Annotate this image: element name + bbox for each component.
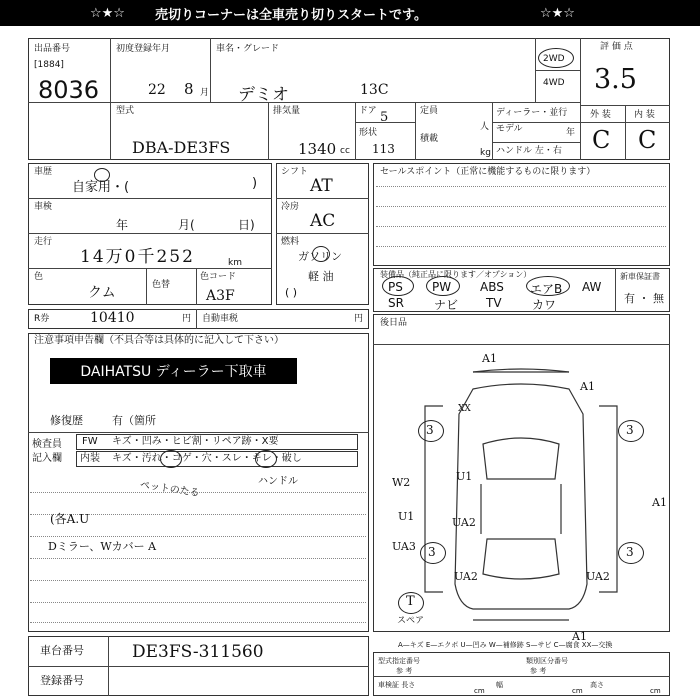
equip-abs: ABS — [480, 280, 504, 294]
dealer-note: DAIHATSU ディーラー下取車 — [50, 358, 297, 384]
mark-a1-rear: A1 — [572, 630, 587, 643]
tax-label: 自動車税 — [202, 314, 239, 324]
mark-a1-front-right: A1 — [580, 380, 595, 393]
score-label: 評 価 点 — [600, 42, 633, 52]
mark-ua3: UA3 — [392, 540, 416, 553]
model-name-label: 車名・グレード — [216, 44, 280, 54]
handle-label: ハンドル 左・右 — [496, 146, 562, 156]
capacity-label: 定員 — [420, 106, 439, 116]
inspection-label: 車検 — [34, 202, 53, 212]
lot-label: 出品番号 — [34, 44, 71, 54]
equip-pw: PW — [432, 280, 452, 294]
mark-ua2-rear-right: UA2 — [586, 570, 610, 583]
length-label: 車検証 長さ — [378, 681, 416, 689]
rear-window — [483, 539, 559, 579]
fuel-check-mark — [312, 246, 330, 262]
chassis-value: DE3FS-311560 — [132, 642, 264, 662]
displacement-label: 排気量 — [273, 106, 301, 116]
equip-ps-circle — [382, 276, 414, 296]
banner-stars-right: ☆★☆ — [540, 5, 575, 21]
equip-sr: SR — [388, 296, 404, 310]
info-block — [28, 163, 272, 305]
equip-aw: AW — [582, 280, 602, 294]
mark-u1-a: U1 — [456, 470, 473, 483]
mark-a1-front: A1 — [482, 352, 497, 365]
repaint-label: 色替 — [152, 280, 171, 290]
shape: 113 — [372, 142, 395, 156]
ac-value: AC — [310, 211, 336, 231]
type-label: 型式 — [116, 106, 135, 116]
history-value: 自家用・( — [72, 180, 130, 195]
color-code: A3F — [206, 288, 235, 304]
notes-label: 注意事項申告欄（不具合等は具体的に記入して下さい） — [34, 335, 284, 346]
history-close: ) — [252, 176, 258, 191]
drive-2wd: 2WD — [543, 54, 565, 64]
equip-tv: TV — [486, 296, 502, 310]
interior-label: 内 装 — [634, 110, 655, 120]
equip-ps: PS — [388, 280, 403, 294]
model-name: デミオ — [238, 85, 289, 105]
spare-label: スペア — [397, 616, 425, 626]
mark-xx: XX — [458, 404, 471, 414]
doors-label: ドア — [359, 106, 377, 116]
equip-airbag-circle — [526, 276, 570, 296]
equip-airbag: エアB — [530, 282, 563, 296]
hand-note-3: (各A.U — [50, 512, 90, 526]
recycle-block — [28, 309, 369, 329]
new-warranty-label: 新車保証書 — [620, 272, 660, 281]
tire-rl: 3 — [428, 545, 436, 559]
type-value: DBA-DE3FS — [132, 138, 231, 157]
sales-point-block — [373, 163, 670, 266]
first-reg-year: 22 — [148, 82, 166, 98]
registration-label: 登録番号 — [40, 674, 84, 687]
drive-2wd-circle — [538, 48, 574, 68]
inspector-label: 検査員 記入欄 — [32, 439, 62, 464]
model-spec-ref: 参 考 — [396, 667, 413, 675]
equip-pw-circle — [426, 276, 460, 296]
exterior-grade: C — [592, 126, 611, 154]
diagram-legend: A—キズ E—エクボ U—凹み W—補修跡 S—サビ C—腐食 XX—交換 — [398, 641, 613, 649]
windshield — [483, 438, 559, 479]
drive-4wd: 4WD — [543, 78, 565, 88]
month-unit: 月 — [200, 88, 210, 98]
sales-point-label: セールスポイント（正常に機能するものに限ります） — [380, 167, 596, 177]
hand-note-1: ペットのたる — [139, 479, 201, 500]
first-reg-month: 8 — [184, 80, 194, 98]
mark-a1-right: A1 — [652, 496, 667, 509]
capacity-unit: 人 — [480, 122, 490, 132]
displacement: 1340 — [298, 140, 337, 158]
first-reg-label: 初度登録年月 — [116, 44, 171, 54]
mark-w2: W2 — [392, 476, 411, 489]
fuel-diesel: 軽 油 — [308, 270, 334, 283]
lot-number: 8036 — [38, 76, 100, 104]
mileage-value: 14万0千252 — [80, 247, 195, 267]
exterior-label: 外 装 — [590, 110, 611, 120]
fuel-label: 燃料 — [281, 237, 300, 247]
recycle-label: R券 — [34, 314, 50, 324]
width-label: 幅 — [496, 681, 503, 689]
mark-u1-b: U1 — [398, 510, 415, 523]
equip-leather: カワ — [532, 298, 557, 312]
doors: 5 — [380, 110, 389, 125]
interior-items: キズ・汚れ・コゲ・穴・スレ・キレ・破し — [112, 453, 302, 464]
class-label: 類別区分番号 — [526, 657, 568, 665]
right-side-outline — [599, 406, 617, 592]
banner-stars-left: ☆★☆ — [90, 5, 125, 21]
fuel-other: ( ) — [285, 286, 298, 299]
hand-note-4: Dミラー、Wカバー A — [48, 540, 157, 553]
recycle-yen: 円 — [182, 314, 192, 324]
repair-value: 有（箇所 — [112, 414, 156, 427]
fuel-gasoline: ガソリン — [298, 250, 342, 263]
lot-sub: [1884] — [34, 60, 64, 70]
shift-value: AT — [310, 176, 333, 196]
tire-rr: 3 — [626, 545, 634, 559]
color-label: 色 — [34, 272, 44, 282]
equipment-label: 装備品（純正品に限ります／オプション） — [380, 270, 532, 279]
shift-label: シフト — [281, 167, 309, 177]
mark-ua2-left: UA2 — [452, 516, 476, 529]
model-spec-label: 型式指定番号 — [378, 657, 420, 665]
model-year-label: モデル — [496, 124, 523, 134]
interior-row-label: 内装 — [80, 453, 100, 464]
length-cm: cm — [474, 687, 485, 695]
fw-label: FW — [82, 436, 98, 447]
chassis-label: 車台番号 — [40, 644, 84, 657]
dealer-label: ディーラー・並行 — [496, 108, 568, 118]
hand-note-2: ハンドル — [258, 476, 298, 487]
mileage-label: 走行 — [34, 237, 53, 247]
fw-items: キズ・凹み・ヒビ割・リペア跡・X要 — [112, 436, 279, 447]
repair-label: 修復歴 — [50, 414, 83, 427]
year-unit: 年 — [566, 128, 576, 138]
stain-circle — [160, 450, 182, 468]
tire-fl: 3 — [426, 423, 434, 437]
history-label: 車歴 — [34, 167, 53, 177]
recycle-value: 10410 — [90, 310, 135, 326]
ac-label: 冷房 — [281, 202, 300, 212]
color-value: クム — [88, 285, 116, 301]
inspection-day: 日) — [238, 218, 255, 232]
cc-unit: cc — [340, 146, 350, 156]
load-unit: kg — [480, 148, 491, 158]
tax-yen: 円 — [354, 314, 364, 324]
banner-text: 売切りコーナーは全車売り切りスタートです。 — [155, 7, 427, 23]
tire-fr: 3 — [626, 423, 634, 437]
height-label: 高さ — [590, 681, 604, 689]
history-check-mark — [94, 168, 110, 182]
height-cm: cm — [650, 687, 661, 695]
equip-navi: ナビ — [434, 298, 459, 312]
interior-grade: C — [638, 126, 657, 154]
mileage-unit: km — [228, 258, 242, 268]
load-label: 積載 — [420, 134, 439, 144]
banner — [0, 0, 700, 26]
class-ref: 参 考 — [530, 667, 547, 675]
car-diagram — [373, 344, 670, 632]
color-code-label: 色コード — [200, 272, 237, 282]
scuff-circle — [255, 450, 277, 468]
new-warranty-value: 有 ・ 無 — [624, 292, 664, 305]
grade: 13C — [360, 82, 389, 98]
rear-seat-label: 後日品 — [380, 318, 408, 328]
mark-ua2-rear-left: UA2 — [454, 570, 478, 583]
inspection-month: 月( — [178, 218, 195, 232]
width-cm: cm — [572, 687, 583, 695]
score: 3.5 — [594, 64, 637, 95]
inspection-year: 年 — [116, 218, 129, 232]
spare-value: T — [406, 594, 415, 609]
shape-label: 形状 — [359, 128, 378, 138]
